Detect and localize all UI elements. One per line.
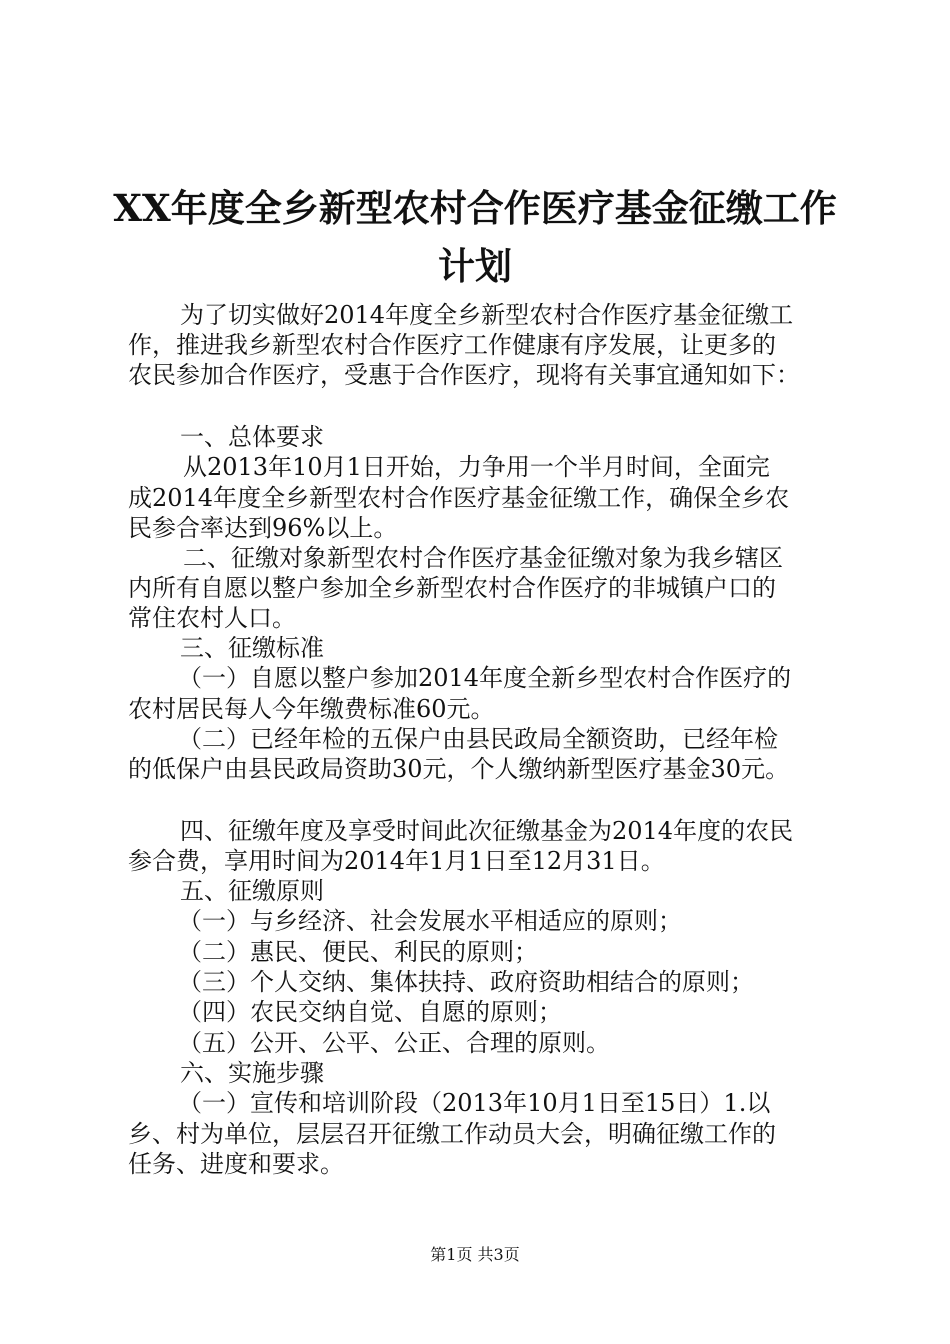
list-item: （三）个人交纳、集体扶持、政府资助相结合的原则； [178, 968, 754, 996]
page-number-footer: 第1页 共3页 [430, 1245, 520, 1264]
document-title-line-2: 计划 [438, 244, 512, 288]
paragraph-line: 参合费，享用时间为2014年1月1日至12月31日。 [128, 847, 665, 875]
document-title-line-1: XX年度全乡新型农村合作医疗基金征缴工作 [113, 186, 837, 230]
list-item: （四）农民交纳自觉、自愿的原则； [178, 998, 562, 1026]
paragraph-line: （二）已经年检的五保户由县民政局全额资助，已经年检 [178, 725, 778, 753]
section-heading: 六、实施步骤 [180, 1059, 324, 1087]
paragraph-line: 常住农村人口。 [128, 604, 296, 632]
paragraph-line: 作，推进我乡新型农村合作医疗工作健康有序发展，让更多的 [128, 331, 776, 359]
paragraph-line: 四、征缴年度及享受时间此次征缴基金为2014年度的农民 [180, 817, 794, 845]
paragraph-line: 农民参加合作医疗，受惠于合作医疗，现将有关事宜通知如下： [128, 361, 800, 389]
paragraph-line: 成2014年度全乡新型农村合作医疗基金征缴工作，确保全乡农 [128, 484, 790, 512]
section-heading: 五、征缴原则 [180, 877, 324, 905]
paragraph-line: （一）宣传和培训阶段（2013年10月1日至15日）1.以 [178, 1089, 771, 1117]
paragraph-line: 民参合率达到96%以上。 [128, 514, 398, 542]
list-item: （一）与乡经济、社会发展水平相适应的原则； [178, 907, 682, 935]
paragraph-line: 二、征缴对象新型农村合作医疗基金征缴对象为我乡辖区 [183, 544, 783, 572]
section-heading: 三、征缴标准 [180, 634, 324, 662]
paragraph-line: 乡、村为单位，层层召开征缴工作动员大会，明确征缴工作的 [128, 1120, 776, 1148]
list-item: （二）惠民、便民、利民的原则； [178, 938, 538, 966]
paragraph-line: 的低保户由县民政局资助30元，个人缴纳新型医疗基金30元。 [128, 755, 790, 783]
paragraph-line: 从2013年10月1日开始，力争用一个半月时间，全面完 [183, 453, 770, 481]
paragraph-line: 农村居民每人今年缴费标准60元。 [128, 695, 495, 723]
paragraph-line: 任务、进度和要求。 [128, 1150, 344, 1178]
paragraph-line: 为了切实做好2014年度全乡新型农村合作医疗基金征缴工 [180, 301, 794, 329]
section-heading: 一、总体要求 [180, 423, 324, 451]
paragraph-line: （一）自愿以整户参加2014年度全新乡型农村合作医疗的 [178, 664, 792, 692]
list-item: （五）公开、公平、公正、合理的原则。 [178, 1029, 610, 1057]
paragraph-line: 内所有自愿以整户参加全乡新型农村合作医疗的非城镇户口的 [128, 574, 776, 602]
